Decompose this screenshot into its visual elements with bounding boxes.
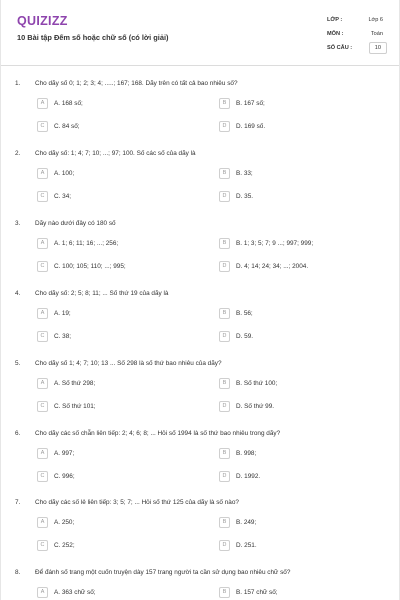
option-text: A. 997; <box>54 450 75 457</box>
option-text: A. Số thứ 298; <box>54 380 96 387</box>
option-text: D. 4; 14; 24; 34; ...; 2004. <box>236 263 309 270</box>
option-badge: C <box>37 261 48 272</box>
option-badge: C <box>37 121 48 132</box>
option-text: C. Số thứ 101; <box>54 403 96 410</box>
option-badge: A <box>37 98 48 109</box>
option-text: C. 34; <box>54 193 72 200</box>
question-number: 1. <box>15 80 21 87</box>
question-number: 7. <box>15 499 21 506</box>
option-text: D. 1992. <box>236 473 261 480</box>
question-text: Cho dãy số 1; 4; 7; 10; 13 ... Số 298 là số thứ bao nhiêu của dãy? <box>35 360 222 367</box>
meta-count <box>327 42 389 56</box>
option-text: C. 38; <box>54 333 72 340</box>
meta-box <box>327 14 389 56</box>
option-text: A. 363 chữ số; <box>54 589 96 596</box>
option-text: B. 157 chữ số; <box>236 589 278 596</box>
option-text: A. 19; <box>54 310 71 317</box>
option-badge: D <box>219 191 230 202</box>
option-text: A. 168 số; <box>54 100 83 107</box>
option-text: A. 1; 6; 11; 16; ...; 256; <box>54 240 119 247</box>
option-badge: C <box>37 401 48 412</box>
question-text: Cho dãy các số chẵn liên tiếp: 2; 4; 6; 8; ... Hỏi số 1994 là số thứ bao nhiêu trong dãy? <box>35 430 281 437</box>
question-text: Dãy nào dưới đây có 180 số <box>35 220 116 227</box>
option-text: B. 33; <box>236 170 253 177</box>
meta-subject <box>327 28 389 42</box>
option-text: B. 249; <box>236 519 257 526</box>
meta-value: 10 <box>369 42 387 54</box>
option-badge: C <box>37 540 48 551</box>
option-text: B. 998; <box>236 450 257 457</box>
option-badge: D <box>219 121 230 132</box>
option-text: D. 251. <box>236 542 257 549</box>
option-text: C. 996; <box>54 473 75 480</box>
option-badge: B <box>219 238 230 249</box>
option-badge: C <box>37 331 48 342</box>
question-text: Để đánh số trang một cuốn truyện dày 157 trang người ta cần sử dụng bao nhiêu chữ số? <box>35 569 291 576</box>
question-number: 4. <box>15 290 21 297</box>
question-number: 2. <box>15 150 21 157</box>
option-badge: D <box>219 331 230 342</box>
option-badge: B <box>219 308 230 319</box>
option-badge: B <box>219 168 230 179</box>
option-text: A. 250; <box>54 519 75 526</box>
option-text: B. 56; <box>236 310 253 317</box>
option-badge: A <box>37 308 48 319</box>
option-badge: D <box>219 540 230 551</box>
option-text: D. Số thứ 99. <box>236 403 275 410</box>
question-text: Cho dãy số: 2; 5; 8; 11; ... Số thứ 19 của dãy là <box>35 290 169 297</box>
option-text: C. 252; <box>54 542 75 549</box>
option-badge: D <box>219 261 230 272</box>
option-text: D. 169 số. <box>236 123 266 130</box>
option-badge: A <box>37 587 48 598</box>
question-number: 5. <box>15 360 21 367</box>
option-badge: C <box>37 191 48 202</box>
option-text: B. 1; 3; 5; 7; 9 ...; 997; 999; <box>236 240 314 247</box>
option-badge: A <box>37 238 48 249</box>
header <box>1 0 399 66</box>
option-text: B. Số thứ 100; <box>236 380 278 387</box>
question-text: Cho dãy các số lẻ liên tiếp: 3; 5; 7; ... Hỏi số thứ 125 của dãy là số nào? <box>35 499 239 506</box>
question-number: 6. <box>15 430 21 437</box>
option-badge: B <box>219 587 230 598</box>
page-title: 10 Bài tập Đếm số hoặc chữ số (có lời giải) <box>17 33 169 42</box>
option-badge: A <box>37 448 48 459</box>
question-text: Cho dãy số: 1; 4; 7; 10; ...; 97; 100. Số các số của dãy là <box>35 150 196 157</box>
option-badge: B <box>219 517 230 528</box>
option-badge: B <box>219 98 230 109</box>
option-badge: A <box>37 517 48 528</box>
meta-value: Toán <box>370 31 383 37</box>
meta-label: SỐ CÂU : <box>327 45 353 51</box>
option-text: D. 59. <box>236 333 254 340</box>
question-number: 3. <box>15 220 21 227</box>
meta-class <box>327 14 389 28</box>
question-number: 8. <box>15 569 21 576</box>
option-badge: C <box>37 471 48 482</box>
meta-label: LỚP : <box>327 17 343 23</box>
quizizz-logo[interactable]: QUIZIZZ <box>17 14 68 28</box>
option-text: B. 167 số; <box>236 100 265 107</box>
question-text: Cho dãy số 0; 1; 2; 3; 4; .....; 167; 168. Dãy trên có tất cả bao nhiêu số? <box>35 80 238 87</box>
option-text: A. 100; <box>54 170 75 177</box>
option-text: C. 100; 105; 110; ...; 995; <box>54 263 126 270</box>
option-badge: A <box>37 378 48 389</box>
meta-label: MÔN : <box>327 31 344 37</box>
option-badge: D <box>219 471 230 482</box>
option-badge: B <box>219 378 230 389</box>
option-badge: A <box>37 168 48 179</box>
option-badge: B <box>219 448 230 459</box>
option-text: C. 84 số; <box>54 123 80 130</box>
meta-value: Lớp 6 <box>368 17 383 23</box>
option-text: D. 35. <box>236 193 254 200</box>
option-badge: D <box>219 401 230 412</box>
